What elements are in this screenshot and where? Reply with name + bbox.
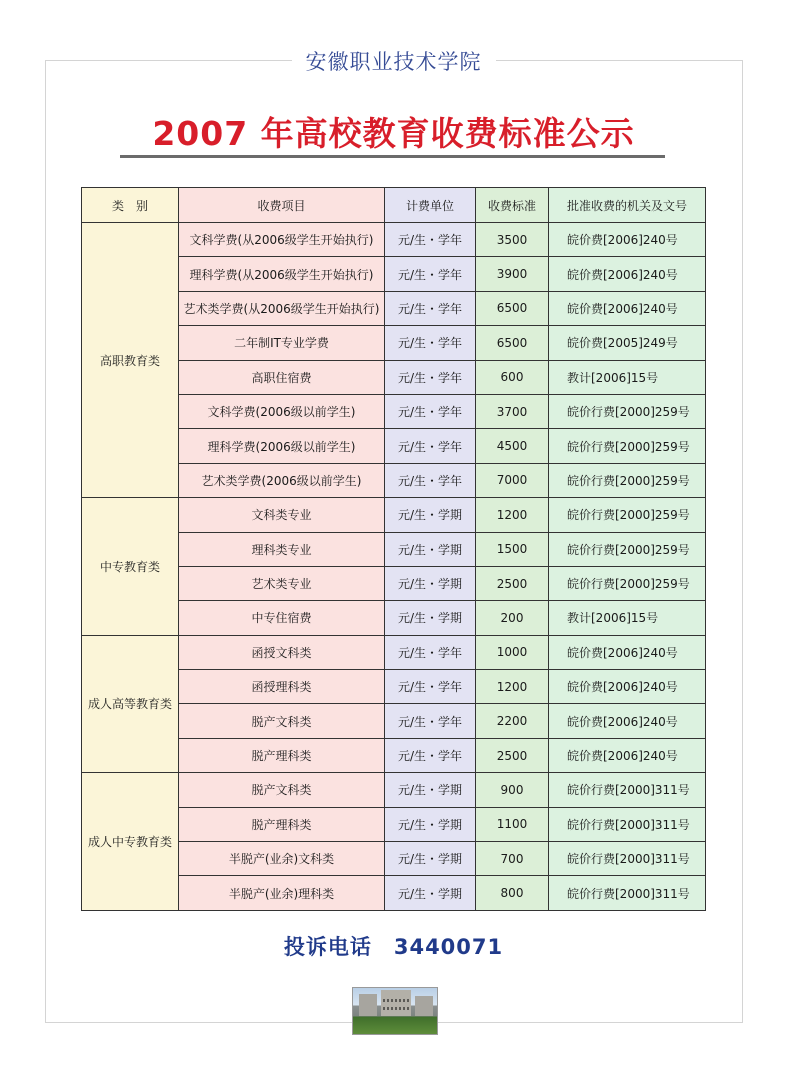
doc-cell: 皖价行费[2000]311号	[549, 876, 706, 910]
doc-cell: 皖价行费[2000]259号	[549, 463, 706, 497]
fee-cell: 3700	[476, 394, 549, 428]
item-cell: 理科学费(2006级以前学生)	[179, 429, 385, 463]
doc-cell: 皖价行费[2000]259号	[549, 566, 706, 600]
campus-building-photo	[352, 987, 438, 1035]
item-cell: 文科类专业	[179, 498, 385, 532]
fee-cell: 800	[476, 876, 549, 910]
fee-cell: 2500	[476, 566, 549, 600]
unit-cell: 元/生・学年	[385, 257, 476, 291]
fee-cell: 1200	[476, 498, 549, 532]
category-cell: 成人高等教育类	[82, 635, 179, 773]
fee-cell: 6500	[476, 326, 549, 360]
fee-cell: 1000	[476, 635, 549, 669]
institution-name: 安徽职业技术学院	[292, 50, 496, 74]
photo-windows-1	[383, 1007, 409, 1010]
fee-table	[81, 187, 706, 911]
unit-cell: 元/生・学期	[385, 842, 476, 876]
header-unit: 计费单位	[385, 188, 476, 223]
item-cell: 理科学费(从2006级学生开始执行)	[179, 257, 385, 291]
table-row	[82, 223, 706, 257]
fee-cell: 1100	[476, 807, 549, 841]
header-item: 收费项目	[179, 188, 385, 223]
fee-cell: 2500	[476, 738, 549, 772]
fee-cell: 6500	[476, 291, 549, 325]
doc-cell: 皖价费[2006]240号	[549, 257, 706, 291]
doc-cell: 皖价费[2005]249号	[549, 326, 706, 360]
page-title: 2007 年高校教育收费标准公示	[152, 114, 635, 153]
table-row	[82, 773, 706, 807]
doc-cell: 教计[2006]15号	[549, 601, 706, 635]
item-cell: 艺术类学费(2006级以前学生)	[179, 463, 385, 497]
doc-cell: 皖价行费[2000]311号	[549, 807, 706, 841]
doc-cell: 皖价行费[2000]259号	[549, 429, 706, 463]
item-cell: 脱产理科类	[179, 807, 385, 841]
item-cell: 函授理科类	[179, 670, 385, 704]
fee-cell: 200	[476, 601, 549, 635]
fee-cell: 1500	[476, 532, 549, 566]
item-cell: 脱产文科类	[179, 704, 385, 738]
unit-cell: 元/生・学期	[385, 532, 476, 566]
fee-cell: 900	[476, 773, 549, 807]
unit-cell: 元/生・学年	[385, 291, 476, 325]
item-cell: 中专住宿费	[179, 601, 385, 635]
item-cell: 高职住宿费	[179, 360, 385, 394]
photo-building-center	[381, 990, 411, 1016]
unit-cell: 元/生・学年	[385, 670, 476, 704]
item-cell: 半脱产(业余)理科类	[179, 876, 385, 910]
fee-cell: 3500	[476, 223, 549, 257]
unit-cell: 元/生・学期	[385, 876, 476, 910]
item-cell: 理科类专业	[179, 532, 385, 566]
item-cell: 函授文科类	[179, 635, 385, 669]
doc-cell: 教计[2006]15号	[549, 360, 706, 394]
table-row	[82, 498, 706, 532]
fee-cell: 3900	[476, 257, 549, 291]
unit-cell: 元/生・学年	[385, 394, 476, 428]
fee-cell: 700	[476, 842, 549, 876]
unit-cell: 元/生・学年	[385, 704, 476, 738]
unit-cell: 元/生・学期	[385, 601, 476, 635]
hotline-label: 投诉电话	[283, 935, 372, 959]
unit-cell: 元/生・学期	[385, 807, 476, 841]
item-cell: 脱产理科类	[179, 738, 385, 772]
doc-cell: 皖价费[2006]240号	[549, 738, 706, 772]
unit-cell: 元/生・学年	[385, 326, 476, 360]
header-category: 类 别	[82, 188, 179, 223]
unit-cell: 元/生・学年	[385, 738, 476, 772]
table-row	[82, 635, 706, 669]
unit-cell: 元/生・学年	[385, 635, 476, 669]
institution-name-wrap	[0, 46, 787, 76]
unit-cell: 元/生・学年	[385, 223, 476, 257]
unit-cell: 元/生・学期	[385, 773, 476, 807]
doc-cell: 皖价费[2006]240号	[549, 704, 706, 738]
category-cell: 中专教育类	[82, 498, 179, 636]
category-cell: 高职教育类	[82, 223, 179, 498]
hotline-number: 3440071	[393, 935, 504, 959]
doc-cell: 皖价费[2006]240号	[549, 635, 706, 669]
table-body	[82, 223, 706, 911]
fee-cell: 2200	[476, 704, 549, 738]
unit-cell: 元/生・学期	[385, 566, 476, 600]
doc-cell: 皖价费[2006]240号	[549, 291, 706, 325]
header-doc: 批准收费的机关及文号	[549, 188, 706, 223]
title-underline	[120, 155, 665, 158]
doc-cell: 皖价行费[2000]311号	[549, 842, 706, 876]
unit-cell: 元/生・学年	[385, 463, 476, 497]
doc-cell: 皖价费[2006]240号	[549, 670, 706, 704]
doc-cell: 皖价行费[2000]259号	[549, 394, 706, 428]
fee-cell: 7000	[476, 463, 549, 497]
fee-cell: 4500	[476, 429, 549, 463]
photo-building-left	[359, 994, 377, 1016]
unit-cell: 元/生・学年	[385, 360, 476, 394]
doc-cell: 皖价费[2006]240号	[549, 223, 706, 257]
complaint-hotline	[0, 931, 787, 961]
doc-cell: 皖价行费[2000]311号	[549, 773, 706, 807]
item-cell: 文科学费(2006级以前学生)	[179, 394, 385, 428]
item-cell: 艺术类专业	[179, 566, 385, 600]
item-cell: 文科学费(从2006级学生开始执行)	[179, 223, 385, 257]
unit-cell: 元/生・学期	[385, 498, 476, 532]
fee-cell: 1200	[476, 670, 549, 704]
unit-cell: 元/生・学年	[385, 429, 476, 463]
header-fee: 收费标准	[476, 188, 549, 223]
item-cell: 脱产文科类	[179, 773, 385, 807]
item-cell: 半脱产(业余)文科类	[179, 842, 385, 876]
category-cell: 成人中专教育类	[82, 773, 179, 911]
item-cell: 二年制IT专业学费	[179, 326, 385, 360]
photo-building-right	[415, 996, 433, 1016]
fee-cell: 600	[476, 360, 549, 394]
doc-cell: 皖价行费[2000]259号	[549, 498, 706, 532]
item-cell: 艺术类学费(从2006级学生开始执行)	[179, 291, 385, 325]
table-header-row	[82, 188, 706, 223]
photo-windows-2	[383, 999, 409, 1002]
doc-cell: 皖价行费[2000]259号	[549, 532, 706, 566]
